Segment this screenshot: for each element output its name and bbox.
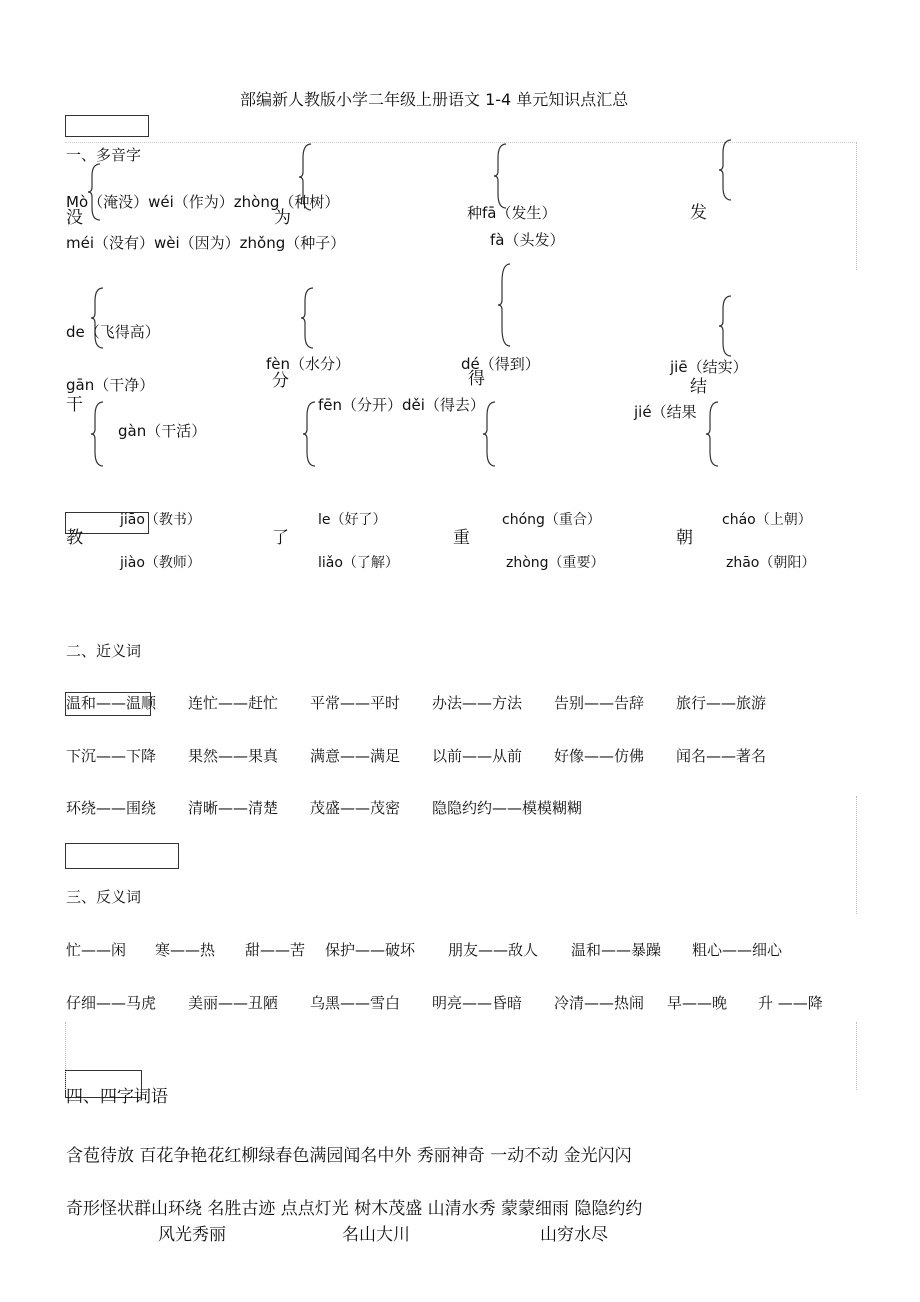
synonym-pair: 茂盛——茂密 bbox=[310, 799, 401, 817]
synonym-pair: 满意——满足 bbox=[310, 747, 401, 765]
pinyin-entry: jiāo（教书） bbox=[120, 512, 201, 528]
antonym-pair: 朋友——敌人 bbox=[448, 941, 539, 959]
pinyin-entry: chóng（重合） bbox=[502, 512, 601, 528]
pinyin-entry: Mò（淹没）wéi（作为）zhòng（种树） bbox=[66, 193, 340, 211]
synonym-pair: 闻名——著名 bbox=[676, 747, 767, 765]
antonym-pair: 仔细——马虎 bbox=[66, 994, 157, 1012]
section-heading-antonyms: 三、反义词 bbox=[66, 888, 142, 906]
brace-icon bbox=[497, 262, 513, 348]
antonym-pair: 寒——热 bbox=[155, 941, 216, 959]
polyphonic-char: 为 bbox=[274, 208, 291, 228]
pinyin-entry: 种fā（发生） bbox=[467, 204, 557, 222]
polyphonic-char: 朝 bbox=[676, 528, 693, 548]
section-heading-synonyms: 二、近义词 bbox=[66, 642, 142, 660]
frame-line bbox=[65, 142, 857, 143]
synonym-pair: 清晰——清楚 bbox=[188, 799, 279, 817]
polyphonic-char: 教 bbox=[66, 528, 83, 548]
antonym-pair: 明亮——昏暗 bbox=[432, 994, 523, 1012]
polyphonic-char: 没 bbox=[66, 208, 83, 228]
pinyin-entry: le（好了） bbox=[318, 512, 387, 528]
polyphonic-char: 重 bbox=[453, 528, 470, 548]
synonym-pair: 果然——果真 bbox=[188, 747, 279, 765]
brace-icon bbox=[300, 286, 316, 350]
pinyin-entry: gān（干净） bbox=[66, 376, 155, 394]
pinyin-entry: jiē（结实） bbox=[670, 358, 748, 376]
synonym-pair: 以前——从前 bbox=[432, 747, 523, 765]
pinyin-entry: fēn（分开）děi（得去） bbox=[318, 396, 485, 414]
polyphonic-char: 分 bbox=[272, 371, 289, 391]
brace-icon bbox=[705, 400, 721, 468]
polyphonic-char: 干 bbox=[66, 395, 83, 415]
page-title: 部编新人教版小学二年级上册语文 1-4 单元知识点汇总 bbox=[240, 90, 629, 109]
antonym-pair: 忙——闲 bbox=[66, 941, 127, 959]
synonym-pair: 连忙——赶忙 bbox=[188, 694, 279, 712]
synonym-pair: 好像——仿佛 bbox=[554, 747, 645, 765]
brace-icon bbox=[718, 138, 734, 202]
antonym-pair: 美丽——丑陋 bbox=[188, 994, 279, 1012]
pinyin-entry: jiào（教师） bbox=[120, 555, 201, 571]
pinyin-entry: jié（结果 bbox=[634, 403, 697, 421]
pinyin-entry: zhòng（重要） bbox=[506, 555, 605, 571]
synonym-pair: 温和——温顺 bbox=[66, 694, 157, 712]
synonym-pair: 旅行——旅游 bbox=[676, 694, 767, 712]
brace-icon bbox=[718, 294, 734, 358]
box-decoration-1 bbox=[65, 115, 149, 137]
pinyin-entry: méi（没有）wèi（因为）zhǒng（种子） bbox=[66, 234, 346, 252]
pinyin-entry: gàn（干活） bbox=[118, 422, 207, 440]
synonym-pair: 告别——告辞 bbox=[554, 694, 645, 712]
pinyin-entry: cháo（上朝） bbox=[722, 512, 812, 528]
polyphonic-char: 了 bbox=[272, 528, 289, 548]
antonym-pair: 粗心——细心 bbox=[692, 941, 783, 959]
synonym-pair: 办法——方法 bbox=[432, 694, 523, 712]
polyphonic-char: 得 bbox=[468, 369, 485, 389]
synonym-pair: 环绕——围绕 bbox=[66, 799, 157, 817]
frame-line bbox=[65, 1022, 66, 1090]
pinyin-entry: zhāo（朝阳） bbox=[726, 555, 816, 571]
brace-icon bbox=[493, 142, 509, 210]
polyphonic-char: 结 bbox=[690, 377, 707, 397]
idiom-line: 奇形怪状群山环绕 名胜古迹 点点灯光 树木茂盛 山清水秀 蒙蒙细雨 隐隐约约 bbox=[66, 1199, 643, 1219]
frame-line bbox=[856, 142, 857, 270]
frame-line bbox=[856, 796, 857, 914]
brace-icon bbox=[87, 162, 103, 222]
antonym-pair: 温和——暴躁 bbox=[571, 941, 662, 959]
pinyin-entry: fèn（水分） bbox=[266, 355, 351, 373]
antonym-pair: 升 ——降 bbox=[758, 994, 823, 1012]
pinyin-entry: dé（得到） bbox=[461, 355, 540, 373]
section-heading-polyphonic: 一、多音字 bbox=[66, 146, 142, 164]
antonym-pair: 早——晚 bbox=[667, 994, 728, 1012]
polyphonic-char: 发 bbox=[690, 203, 707, 223]
brace-icon bbox=[90, 400, 106, 468]
synonym-pair: 隐隐约约——模模糊糊 bbox=[432, 799, 583, 817]
pinyin-entry: de（飞得高） bbox=[66, 323, 160, 341]
antonym-pair: 冷清——热闹 bbox=[554, 994, 645, 1012]
brace-icon bbox=[302, 400, 318, 468]
box-decoration-4 bbox=[65, 843, 179, 869]
section-heading-idioms: 四、四字词语 bbox=[66, 1087, 168, 1107]
idiom-item: 风光秀丽 bbox=[158, 1225, 226, 1245]
synonym-pair: 下沉——下降 bbox=[66, 747, 157, 765]
frame-line bbox=[856, 1022, 857, 1090]
idiom-item: 山穷水尽 bbox=[540, 1225, 608, 1245]
idiom-line: 含苞待放 百花争艳花红柳绿春色满园闻名中外 秀丽神奇 一动不动 金光闪闪 bbox=[66, 1146, 632, 1166]
synonym-pair: 平常——平时 bbox=[310, 694, 401, 712]
antonym-pair: 乌黑——雪白 bbox=[310, 994, 401, 1012]
antonym-pair: 甜——苦 bbox=[245, 941, 306, 959]
idiom-item: 名山大川 bbox=[342, 1225, 410, 1245]
antonym-pair: 保护——破坏 bbox=[325, 941, 416, 959]
pinyin-entry: fà（头发） bbox=[490, 231, 565, 249]
pinyin-entry: liǎo（了解） bbox=[318, 555, 399, 571]
